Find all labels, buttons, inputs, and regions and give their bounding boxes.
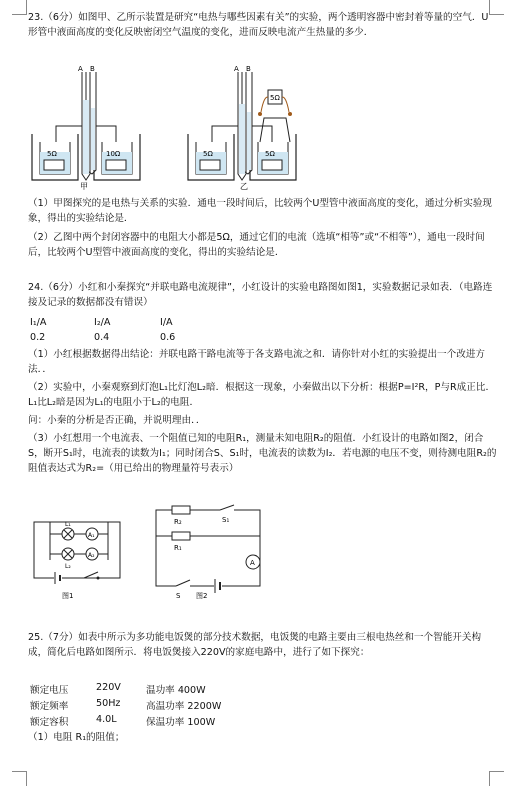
q23-figure-b (182, 62, 312, 190)
crop-mark-bottom-left (12, 771, 27, 786)
fig-a-label-b: B (90, 65, 95, 73)
q24-part2a: （2）实验中，小秦观察到灯泡L₁比灯泡L₂暗．根据这一现象，小秦做出以下分析：根据P=I²R，P与R成正比．L₁比L₂暗是因为L₁的电阻小于L₂的电阻． (28, 382, 496, 408)
q24-table-value-1: 0.2 (30, 332, 46, 343)
q25-part1: （1）电阻 R₁的阻值； (28, 732, 125, 743)
fig1-l1: L₁ (65, 521, 71, 528)
crop-mark-top-left (12, 0, 27, 15)
q25-row1-label: 额定电压 (30, 685, 69, 696)
q24-part3: （3）小红想用一个电流表、一个阻值已知的电阻R₁，测量未知电阻R₂的阻值．小红设计的电路如图2，闭合S，断开S₁时，电流表的读数为I₁；同时闭合S、S₁时，电流表的读数为I₂．若电源的电压不变，则待测电阻R₂的阻值表达式为R₂=（用已给出的物理量符号表示） (28, 433, 497, 474)
q24-table-value-2: 0.4 (94, 332, 110, 343)
q24-table-header-1: I₁/A (30, 317, 47, 328)
q24-table-header-2: I₂/A (94, 317, 111, 328)
q23-stem: 23.（6分）如图甲、乙所示装置是研究“电热与哪些因素有关”的实验，两个透明容器中密封着等量的空气．U形管中液面高度的变化反映密闭空气温度的变化，进而反映电流产生热量的多少． (28, 12, 489, 38)
fig1-caption: 图1 (62, 592, 74, 600)
fig2-r2: R₂ (174, 518, 182, 526)
q25-row2-label: 额定频率 (30, 701, 69, 712)
q25-row2-extra: 高温功率 2200W (146, 701, 222, 712)
fig-b-r2: 5Ω (265, 150, 275, 158)
q25-row1-extra: 温功率 400W (146, 685, 206, 696)
q24-stem: 24.（6分）小红和小秦探究“并联电路电流规律”，小红设计的实验电路图如图1，实验数据记录如表．（电路连接及记录的数据都没有错误） (28, 282, 493, 308)
q23-part2: （2）乙图中两个封闭容器中的电阻大小都是5Ω，通过它们的电流（选填“相等”或“不相等”），通电一段时间后，比较两个U型管中液面高度的变化，得出的实验结论是． (28, 232, 485, 258)
q25-row2-value: 50Hz (96, 698, 121, 709)
fig2-s1: S₁ (222, 516, 230, 524)
fig-b-r1: 5Ω (203, 150, 213, 158)
crop-mark-bottom-right (489, 771, 504, 786)
fig-b-caption: 乙 (240, 182, 248, 190)
q25-row3-value: 4.0L (96, 714, 117, 725)
fig-b-r3: 5Ω (270, 94, 280, 102)
q25-row3-extra: 保温功率 100W (146, 717, 216, 728)
fig-b-label-a: A (234, 65, 239, 73)
q24-figure-2 (150, 500, 270, 600)
fig-a-r1: 5Ω (47, 150, 57, 158)
fig2-s: S (176, 592, 181, 600)
q25-stem: 25.（7分）如表中所示为多功能电饭煲的部分技术数据，电饭煲的电路主要由三根电热丝和一个智能开关构成，简化后电路如图所示．将电饭煲接入220V的家庭电路中，进行了如下探究： (28, 632, 482, 658)
q24-figure-1 (28, 516, 128, 602)
fig2-caption: 图2 (196, 592, 208, 600)
q23-figure-a (26, 62, 156, 190)
q24-part1: （1）小红根据数据得出结论：并联电路干路电流等于各支路电流之和．请你针对小红的实验提出一个改进方法．． (28, 349, 486, 375)
q24-table-value-3: 0.6 (160, 332, 176, 343)
fig-a-r2: 10Ω (106, 150, 121, 158)
q24-table-header-3: I/A (160, 317, 173, 328)
q25-row3-label: 额定容积 (30, 717, 69, 728)
fig1-a2: A₂ (88, 552, 95, 559)
fig-b-label-b: B (246, 65, 251, 73)
fig1-a1: A₁ (88, 532, 95, 539)
q24-part2b: 问：小秦的分析是否正确，并说明理由．． (28, 415, 206, 426)
q25-row1-value: 220V (96, 682, 121, 693)
fig-a-caption: 甲 (80, 182, 88, 190)
q23-part1: （1）甲图探究的是电热与关系的实验．通电一段时间后，比较两个U型管中液面高度的变化，通过分析实验现象，得出的实验结论是． (28, 198, 493, 224)
fig2-r1: R₁ (174, 544, 182, 552)
fig1-l2: L₂ (65, 563, 71, 570)
fig2-ammeter: A (250, 559, 255, 567)
fig-a-label-a: A (78, 65, 83, 73)
